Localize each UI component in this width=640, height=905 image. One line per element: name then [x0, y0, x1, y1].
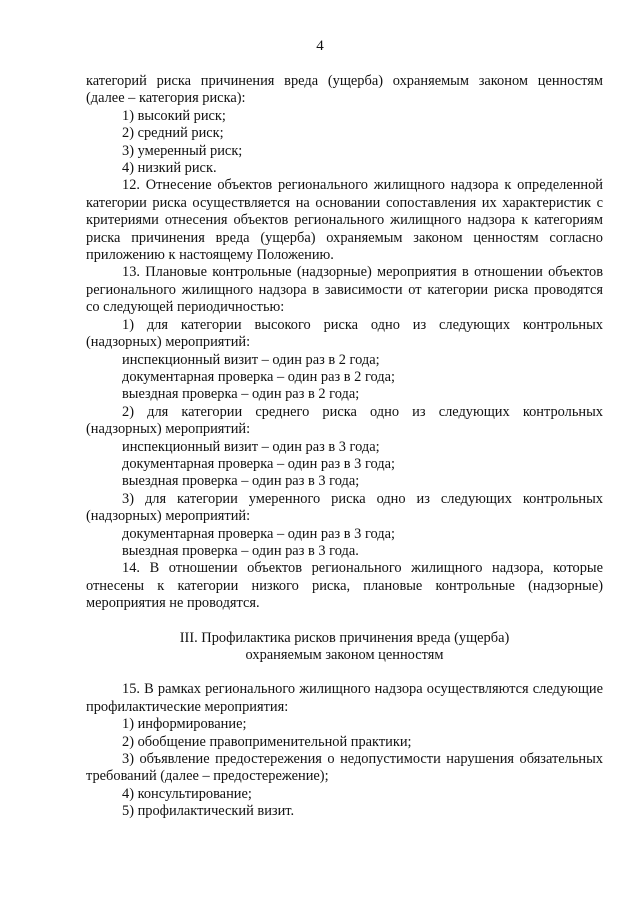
paragraph-12: 12. Отнесение объектов регионального жилищного надзора к определенной категории риска осуществляется на основании сопоставления их характеристик с критериями отнесения объектов регионального жилищного надзора к категориям риска причинения вреда (ущерба) охраняемым законом ценностям согласно приложению к настоящему Положению.	[86, 177, 603, 264]
list-item: документарная проверка – один раз в 2 года;	[122, 368, 395, 385]
list-item: выездная проверка – один раз в 3 года.	[122, 542, 359, 559]
list-item: документарная проверка – один раз в 3 года;	[122, 525, 395, 542]
list-item: 1) высокий риск;	[122, 107, 226, 124]
section-heading	[86, 630, 603, 665]
page-number: 4	[316, 38, 324, 54]
list-item: выездная проверка – один раз в 3 года;	[122, 473, 360, 490]
list-item: 2) обобщение правоприменительной практики;	[122, 733, 412, 750]
list-item: 4) низкий риск.	[122, 160, 217, 177]
list-item: инспекционный визит – один раз в 2 года;	[122, 351, 380, 368]
paragraph-continuation-line: категорий риска причинения вреда (ущерба) охраняемым законом ценностям	[86, 73, 603, 89]
paragraph-13: 13. Плановые контрольные (надзорные) мероприятия в отношении объектов регионального жилищного надзора в зависимости от категории риска проводятся со следующей периодичностью:	[86, 264, 603, 316]
list-item: 3) для категории умеренного риска одно из следующих контрольных (надзорных) мероприятий:	[86, 490, 603, 525]
list-item: 3) объявление предостережения о недопустимости нарушения обязательных требований (далее – предостережение);	[86, 751, 603, 785]
document-body	[86, 73, 603, 821]
list-item: 2) для категории среднего риска одно из следующих контрольных (надзорных) мероприятий:	[86, 403, 603, 438]
list-item: выездная проверка – один раз в 2 года;	[122, 386, 360, 403]
list-item: 3) умеренный риск;	[122, 142, 243, 159]
paragraph-15: 15. В рамках регионального жилищного надзора осуществляются следующие профилактические мероприятия:	[86, 681, 603, 715]
list-item: 2) средний риск;	[122, 125, 224, 142]
section-title-line: III. Профилактика рисков причинения вреда (ущерба)	[179, 629, 510, 646]
list-item: документарная проверка – один раз в 3 года;	[122, 455, 395, 472]
list-item: 4) консультирование;	[122, 785, 252, 802]
section-title-line: охраняемым законом ценностям	[245, 647, 444, 663]
list-item: 1) информирование;	[122, 716, 247, 733]
list-item: 5) профилактический визит.	[122, 803, 295, 820]
list-item: 1) для категории высокого риска одно из следующих контрольных (надзорных) мероприятий:	[86, 316, 603, 351]
list-item: инспекционный визит – один раз в 3 года;	[122, 438, 380, 455]
paragraph-continuation-line: (далее – категория риска):	[86, 90, 246, 107]
paragraph-14: 14. В отношении объектов регионального жилищного надзора, которые отнесены к категории низкого риска, плановые контрольные (надзорные) мероприятия не проводятся.	[86, 560, 603, 612]
